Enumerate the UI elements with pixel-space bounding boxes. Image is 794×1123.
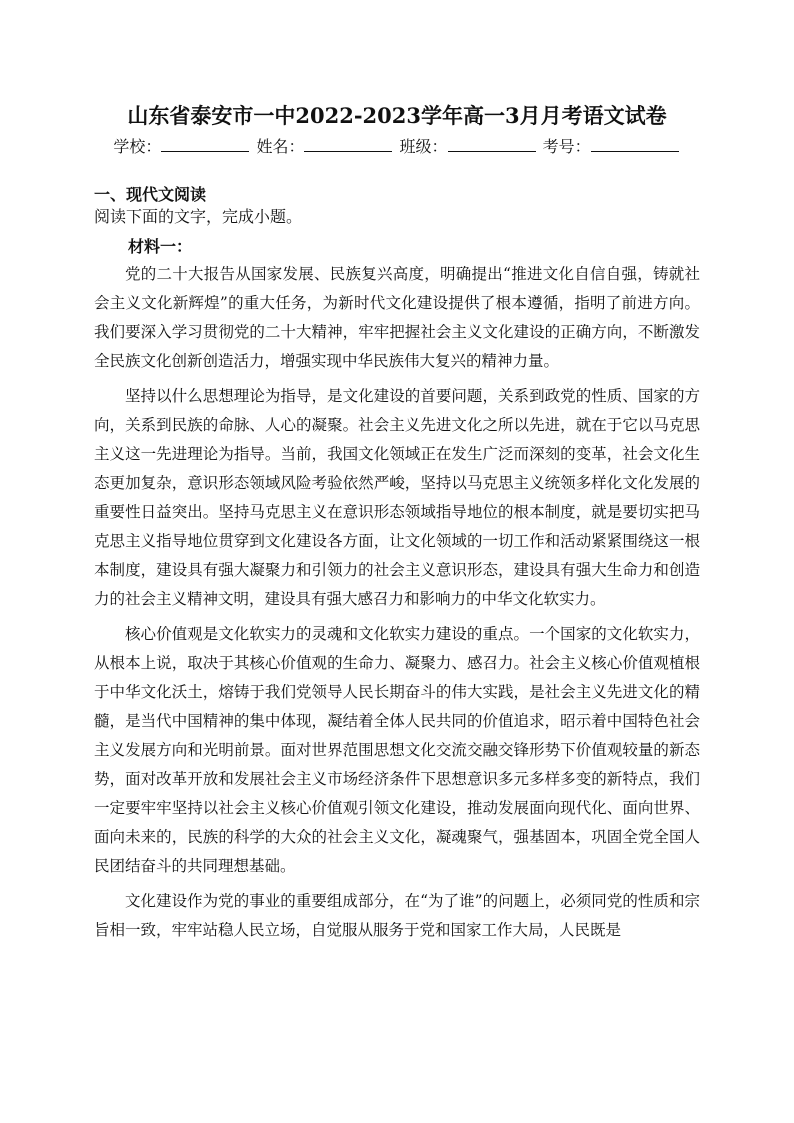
student-info-row — [0, 134, 794, 157]
school-blank — [161, 137, 249, 152]
passage-paragraph: 坚持以什么思想理论为指导，是文化建设的首要问题，关系到政党的性质、国家的方向，关系到民族的命脉、人心的凝聚。社会主义先进文化之所以先进，就在于它以马克思主义这一先进理论为指导。当前，我国文化领域正在发生广泛而深刻的变革，社会文化生态更加复杂，意识形态领域风险考验依然严峻，坚持以马克思主义统领多样化文化发展的重要性日益突出。坚持马克思主义在意识形态领域指导地位的根本制度，就是要切实把马克思主义指导地位贯穿到文化建设各方面，让文化领域的一切工作和活动紧紧围绕这一根本制度，建设具有强大凝聚力和引领力的社会主义意识形态，建设具有强大生命力和创造力的社会主义精神文明，建设具有强大感召力和影响力的中华文化软实力。 — [94, 387, 700, 608]
reading-passage — [94, 260, 700, 951]
passage-paragraph: 核心价值观是文化软实力的灵魂和文化软实力建设的重点。一个国家的文化软实力，从根本上说，取决于其核心价值观的生命力、凝聚力、感召力。社会主义核心价值观植根于中华文化沃土，熔铸于我们党领导人民长期奋斗的伟大实践，是社会主义先进文化的精髓，是当代中国精神的集中体现，凝结着全体人民共同的价值追求，昭示着中国特色社会主义发展方向和光明前景。面对世界范围思想文化交流交融交锋形势下价值观较量的新态势，面对改革开放和发展社会主义市场经济条件下思想意识多元多样多变的新特点，我们一定要牢牢坚持以社会主义核心价值观引领文化建设，推动发展面向现代化、面向世界、面向未来的，民族的科学的大众的社会主义文化，凝魂聚气，强基固本，巩固全党全国人民团结奋斗的共同理想基础。 — [94, 625, 700, 875]
section-instruction: 阅读下面的文字，完成小题。 — [94, 207, 303, 226]
school-label: 学校： — [113, 137, 162, 156]
exam-number-label: 考号： — [542, 137, 591, 156]
page-title: 山东省泰安市一中2022-2023学年高一3月月考语文试卷 — [127, 103, 667, 128]
class-blank — [448, 137, 536, 152]
section-heading: 一、现代文阅读 — [94, 185, 207, 204]
name-blank — [304, 137, 392, 152]
passage-paragraph: 党的二十大报告从国家发展、民族复兴高度，明确提出“推进文化自信自强，铸就社会主义文化新辉煌”的重大任务，为新时代文化建设提供了根本遵循，指明了前进方向。我们要深入学习贯彻党的二十大精神，牢牢把握社会主义文化建设的正确方向，不断激发全民族文化创新创造活力，增强实现中华民族伟大复兴的精神力量。 — [94, 265, 700, 370]
name-label: 姓名： — [256, 137, 305, 156]
class-label: 班级： — [399, 137, 448, 156]
material-label: 材料一： — [128, 237, 193, 256]
exam-number-blank — [591, 137, 679, 152]
passage-paragraph: 文化建设作为党的事业的重要组成部分，在“为了谁”的问题上，必须同党的性质和宗旨相一致，牢牢站稳人民立场，自觉服从服务于党和国家工作大局，人民既是 — [94, 892, 700, 939]
